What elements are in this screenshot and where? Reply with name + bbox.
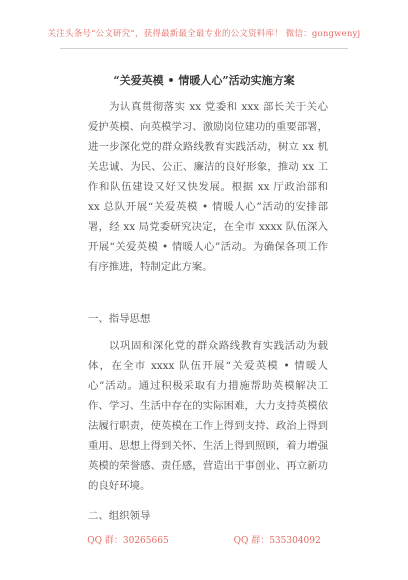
paragraph-text: 为认真贯彻落实 xx 党委和 xxx 部长关于关心爱护英模、向英模学习、激励岗位建功的重要部署，进一步深化党的群众路线教育实践活动，树立 xx 机关忠诚、为民、公正、廉洁的良好形象，推动 xx 工作和队伍建设又好又快发展。根据 xx 厅政治部和 xx 总队开展“关爱英模 • 情暖人心”活动的安排部署，经 xx 局党委研究决定，在全市 xxxx 队伍深入开展“关爱英模 • 情暖人心”活动。为确保各项工作有序推进，特制定此方案。 bbox=[88, 101, 328, 273]
section-heading-guiding-ideology bbox=[88, 309, 328, 329]
qq-group-1: QQ 群：30265665 bbox=[87, 536, 169, 546]
header-promo-note: 关注头条号“公文研究”，获得最新最全最专业的公文资料库！ 微信：gongwenyj bbox=[47, 29, 361, 39]
qq-group-2: QQ 群：535304092 bbox=[233, 536, 321, 546]
header-divider bbox=[60, 48, 348, 49]
intro-paragraph bbox=[88, 97, 328, 277]
paragraph-text: 以巩固和深化党的群众路线教育实践活动为载体，在全市 xxxx 队伍开展“关爱英模 • 情暖人心”活动。通过积极采取有力措施帮助英模解决工作、学习、生活中存在的实际困难，大力支持英模依法履行职责，使英模在工作上得到支持、政治上得到重用、思想上得到关怀、生活上得到照顾，着力增强英模的荣誉感、责任感，营造出干事创业、再立新功的良好环境。 bbox=[88, 340, 328, 492]
section-heading-text: 一、指导思想 bbox=[88, 313, 151, 325]
footer-contacts bbox=[0, 533, 408, 546]
document-title: “关爱英模 • 情暖人心”活动实施方案 bbox=[113, 74, 295, 87]
guiding-ideology-paragraph bbox=[88, 336, 328, 496]
section-heading-text: 二、组织领导 bbox=[88, 510, 151, 522]
section-heading-organization bbox=[88, 506, 328, 526]
